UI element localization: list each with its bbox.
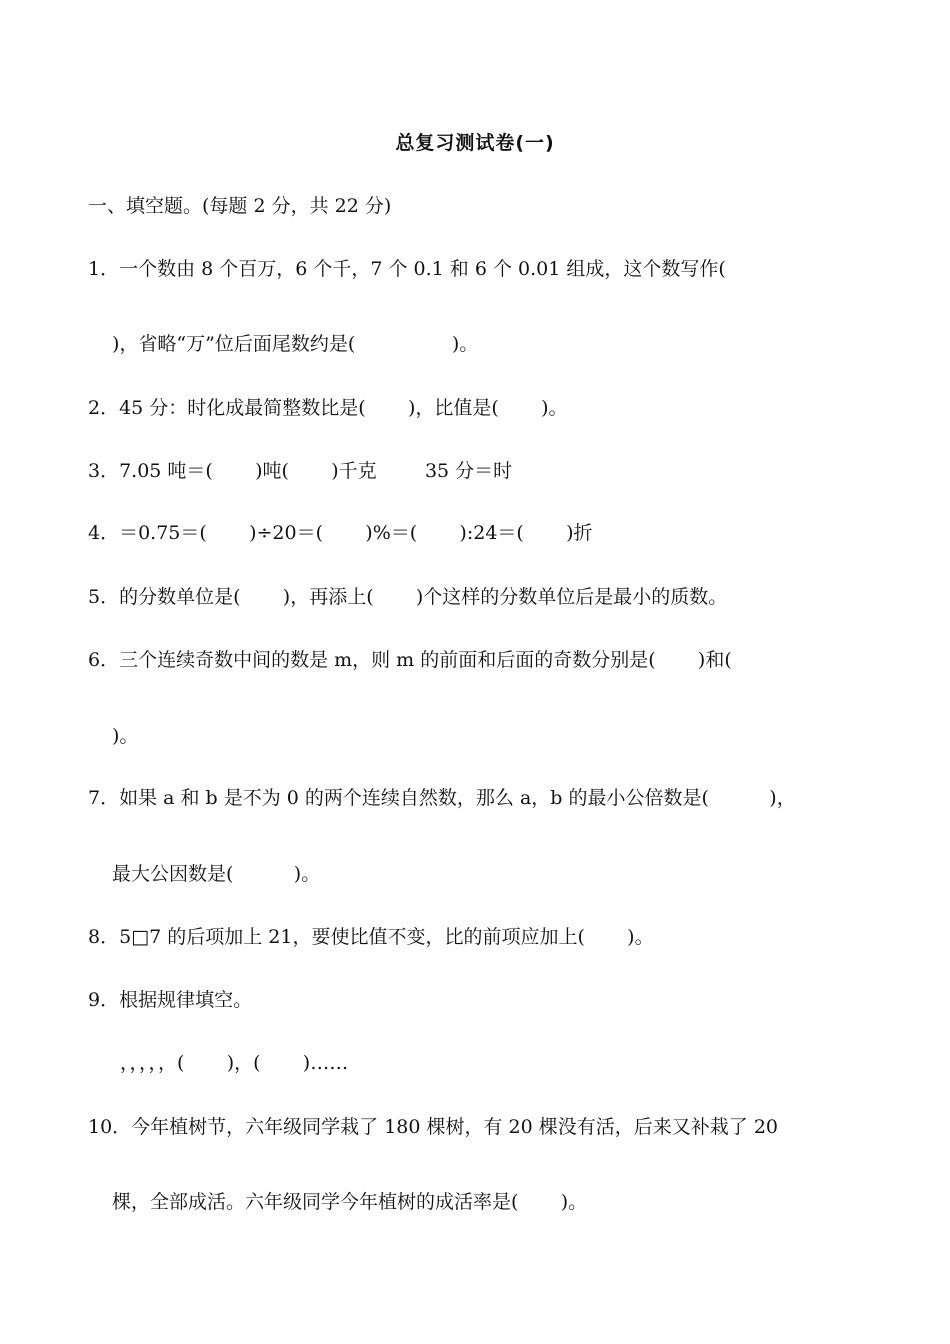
question-1-line-2: )，省略“万”位后面尾数约是( )。 [112, 333, 479, 355]
question-3: 3．7.05 吨＝( )吨( )千克 35 分＝时 [88, 460, 513, 482]
question-6-line-1: 6．三个连续奇数中间的数是 m，则 m 的前面和后面的奇数分别是( )和( [88, 649, 732, 671]
question-8: 8．5□7 的后项加上 21，要使比值不变，比的前项应加上( )。 [88, 926, 654, 948]
question-4: 4．＝0.75＝( )÷20＝( )%＝( ):24＝( )折 [88, 522, 593, 544]
question-5: 5．的分数单位是( )，再添上( )个这样的分数单位后是最小的质数。 [88, 586, 728, 608]
question-10-line-2: 棵，全部成活。六年级同学今年植树的成活率是( )。 [112, 1191, 588, 1213]
question-6-line-2: )。 [112, 725, 139, 747]
question-7-line-2: 最大公因数是( )。 [112, 863, 321, 885]
page-title: 总复习测试卷(一) [395, 132, 555, 154]
question-2: 2．45 分：时化成最简整数比是( )，比值是( )。 [88, 397, 568, 419]
question-10-line-1: 10．今年植树节，六年级同学栽了 180 棵树，有 20 棵没有活，后来又补栽了 20 [88, 1116, 778, 1138]
question-1-line-1: 1．一个数由 8 个百万，6 个千，7 个 0.1 和 6 个 0.01 组成，这个数写作( [88, 258, 726, 280]
question-9-sequence: ，，，，，( )，( )…… [120, 1052, 349, 1074]
section-heading: 一、填空题。(每题 2 分，共 22 分) [88, 195, 392, 217]
question-7-line-1: 7．如果 a 和 b 是不为 0 的两个连续自然数，那么 a，b 的最小公倍数是( )， [88, 787, 796, 809]
question-9: 9．根据规律填空。 [88, 989, 253, 1011]
